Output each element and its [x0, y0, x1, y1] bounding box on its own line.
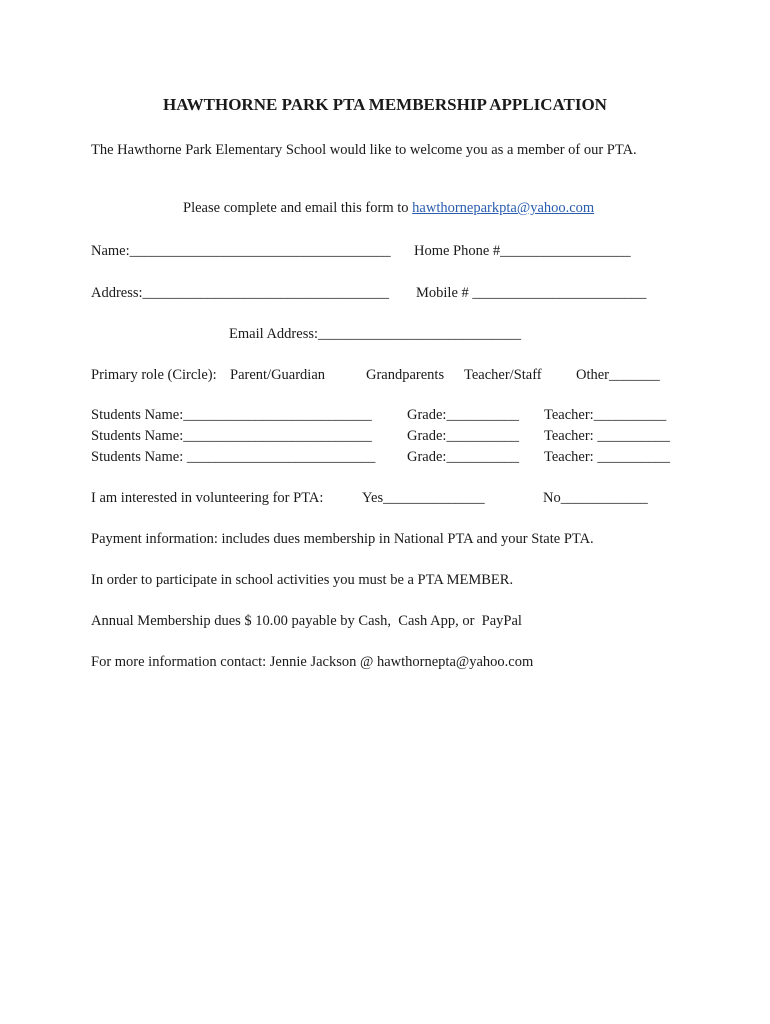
- name-field[interactable]: Name:____________________________________: [91, 243, 391, 259]
- email-link[interactable]: hawthorneparkpta@yahoo.com: [412, 200, 595, 216]
- email-instruction-text: Please complete and email this form to: [183, 200, 413, 216]
- volunteer-yes-field[interactable]: Yes______________: [362, 490, 485, 506]
- student-name-field[interactable]: Students Name:__________________________: [91, 407, 372, 423]
- email-instruction: [0, 181, 770, 217]
- student-grade-field[interactable]: Grade:__________: [407, 449, 519, 465]
- mobile-field[interactable]: Mobile # ________________________: [416, 285, 647, 301]
- email-address-field[interactable]: Email Address:____________________________: [229, 326, 522, 342]
- role-option-parent[interactable]: Parent/Guardian: [230, 367, 326, 383]
- student-teacher-field[interactable]: Teacher: __________: [544, 449, 670, 465]
- dues-text: Annual Membership dues $ 10.00 payable by Cash, Cash App, or PayPal: [91, 613, 522, 629]
- student-teacher-field[interactable]: Teacher: __________: [544, 428, 670, 444]
- volunteer-label: I am interested in volunteering for PTA:: [91, 490, 324, 506]
- role-option-other[interactable]: Other_______: [576, 367, 660, 383]
- role-label: Primary role (Circle):: [91, 367, 217, 383]
- contact-text: For more information contact: Jennie Jackson @ hawthornepta@yahoo.com: [91, 654, 534, 670]
- home-phone-field[interactable]: Home Phone #__________________: [414, 243, 631, 259]
- address-field[interactable]: Address:__________________________________: [91, 285, 390, 301]
- payment-info-text: Payment information: includes dues membership in National PTA and your State PTA.: [91, 531, 594, 547]
- student-name-field[interactable]: Students Name: __________________________: [91, 449, 376, 465]
- student-name-field[interactable]: Students Name:__________________________: [91, 428, 372, 444]
- page-title: HAWTHORNE PARK PTA MEMBERSHIP APPLICATION: [163, 95, 607, 114]
- role-option-grandparents[interactable]: Grandparents: [366, 367, 445, 383]
- welcome-text: The Hawthorne Park Elementary School would like to welcome you as a member of our PTA.: [91, 142, 637, 158]
- student-grade-field[interactable]: Grade:__________: [407, 428, 519, 444]
- volunteer-no-field[interactable]: No____________: [543, 490, 648, 506]
- student-teacher-field[interactable]: Teacher:__________: [544, 407, 667, 423]
- requirement-text: In order to participate in school activities you must be a PTA MEMBER.: [91, 572, 514, 588]
- student-grade-field[interactable]: Grade:__________: [407, 407, 519, 423]
- role-option-teacher[interactable]: Teacher/Staff: [464, 367, 542, 383]
